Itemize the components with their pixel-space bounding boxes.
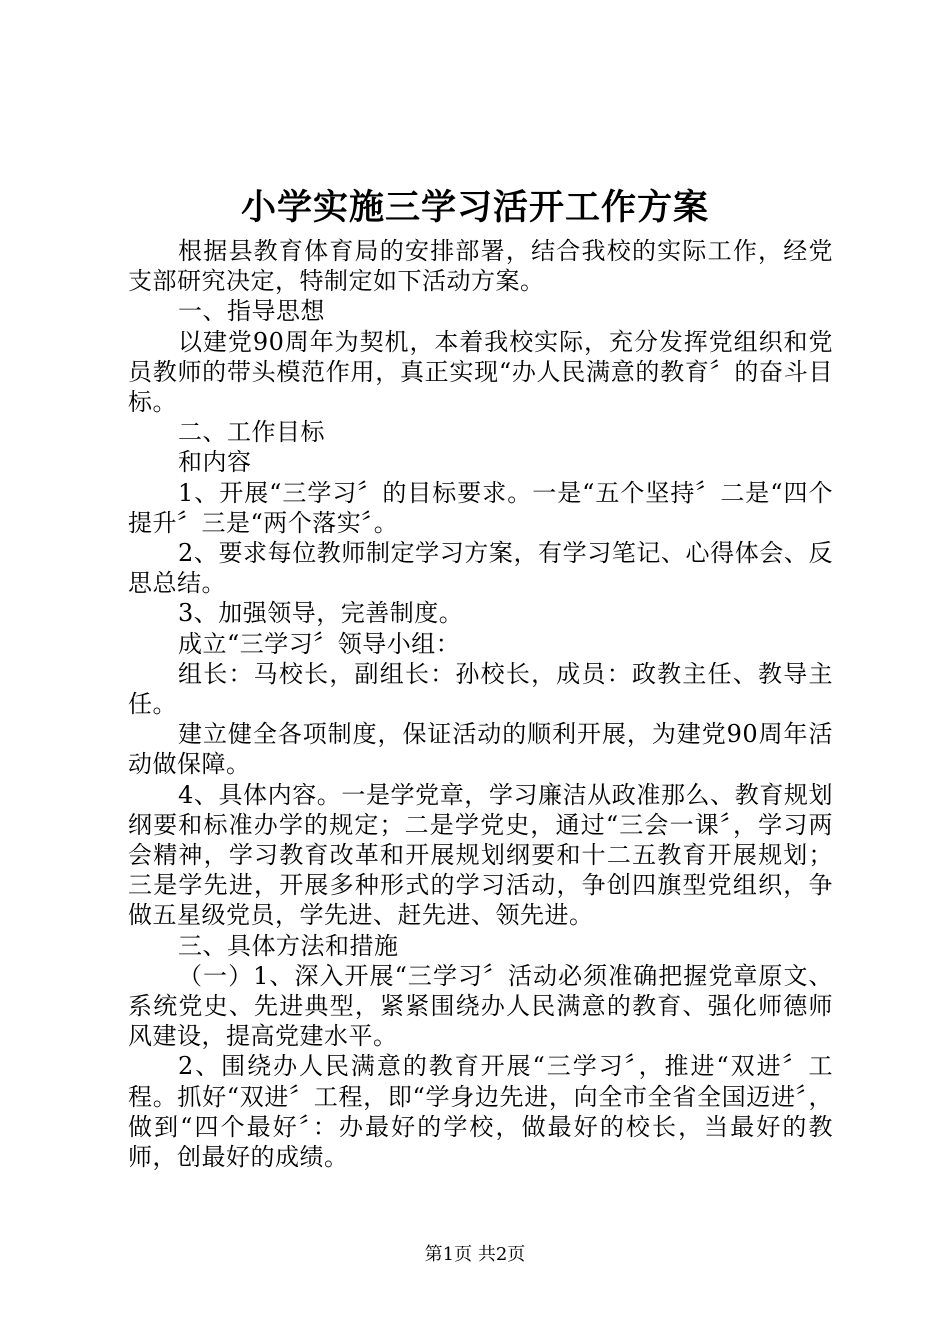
paragraph-item-4: 4、具体内容。一是学党章，学习廉洁从政准那么、教育规划纲要和标准办学的规定；二是学党史，通过“三会一课〞，学习两会精神，学习教育改革和开展规划纲要和十二五教育开展规划；三是学先进，开展多种形式的学习活动，争创四旗型党组织，争做五星级党员，学先进、赶先进、领先进。 <box>128 780 833 930</box>
paragraph-item-3: 3、加强领导，完善制度。 <box>178 599 464 628</box>
page-number-footer: 第1页 共2页 <box>424 1244 526 1265</box>
document-body <box>128 236 833 1172</box>
paragraph-item-2: 2、要求每位教师制定学习方案，有学习笔记、心得体会、反思总结。 <box>128 539 833 598</box>
paragraph-systems: 建立健全各项制度，保证活动的顺利开展，为建党90周年活动做保障。 <box>128 720 833 779</box>
heading-work-goals: 二、工作目标 <box>178 418 325 447</box>
document-title: 小学实施三学习活开工作方案 <box>240 187 709 228</box>
paragraph-method-2: 2、围绕办人民满意的教育开展“三学习〞，推进“双进〞工程。抓好“双进〞工程，即“学身边先进，向全市全省全国迈进〞，做到“四个最好〞：办最好的学校，做最好的校长，当最好的教师，创最好的成绩。 <box>128 1052 833 1172</box>
paragraph-item-1: 1、开展“三学习〞的目标要求。一是“五个坚持〞二是“四个提升〞三是“两个落实〞。 <box>128 478 833 537</box>
paragraph-leadership-group: 成立“三学习〞领导小组： <box>178 629 461 658</box>
heading-work-goals-content: 和内容 <box>178 448 252 477</box>
paragraph-method-1: （一）1、深入开展“三学习〞活动必须准确把握党章原文、系统党史、先进典型，紧紧围绕办人民满意的教育、强化师德师风建设，提高党建水平。 <box>128 961 833 1051</box>
paragraph-group-members: 组长：马校长，副组长：孙校长，成员：政教主任、教导主任。 <box>128 659 833 719</box>
heading-guiding-ideology: 一、指导思想 <box>178 297 325 326</box>
paragraph-guiding-ideology: 以建党90周年为契机，本着我校实际，充分发挥党组织和党员教师的带头模范作用，真正实现“办人民满意的教育〞的奋斗目标。 <box>128 327 833 417</box>
heading-methods-measures: 三、具体方法和措施 <box>178 931 399 960</box>
paragraph-intro: 根据县教育体育局的安排部署，结合我校的实际工作，经党支部研究决定，特制定如下活动方案。 <box>128 237 833 296</box>
